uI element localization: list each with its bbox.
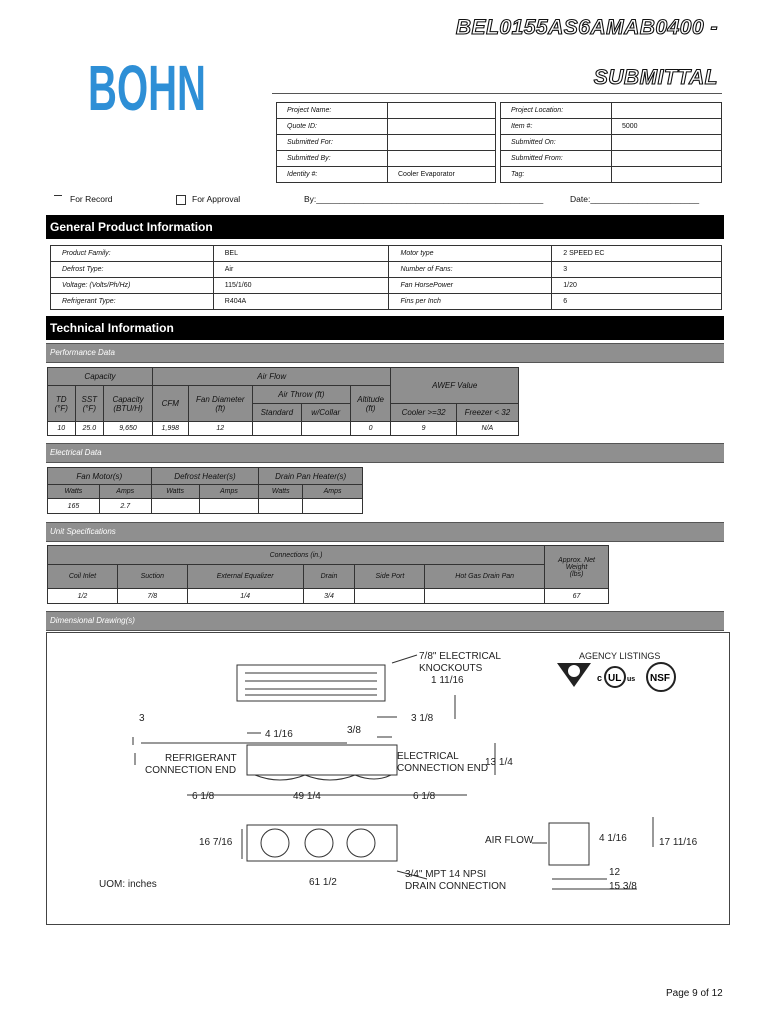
info-left-label: Identity #: bbox=[277, 167, 388, 183]
general-info-label: Voltage: (Volts/Ph/Hz) bbox=[51, 278, 214, 294]
electrical-cell bbox=[259, 499, 303, 514]
csa-mark-icon bbox=[557, 663, 591, 687]
general-info-row bbox=[51, 262, 722, 278]
throw-collar-header: w/Collar bbox=[301, 404, 350, 422]
info-left-row bbox=[277, 103, 496, 119]
label-ref-conn-2: CONNECTION END bbox=[145, 765, 237, 776]
brand-text: BOHN bbox=[88, 52, 206, 124]
technical-info-header: Technical Information bbox=[46, 316, 724, 340]
td-header: TD (°F) bbox=[48, 386, 76, 422]
label-ref-conn-1: REFRIGERANT bbox=[165, 753, 237, 764]
unit-spec-cell: 7/8 bbox=[117, 589, 187, 604]
unit-spec-cell: 3/4 bbox=[303, 589, 355, 604]
general-info-table bbox=[50, 245, 722, 310]
info-right-row bbox=[501, 119, 722, 135]
performance-cell: 9,650 bbox=[104, 422, 153, 436]
label-dim-16-7-16: 16 7/16 bbox=[199, 837, 233, 848]
by-field[interactable]: By:________________________________________________ bbox=[304, 194, 544, 204]
label-dim-49-1-4: 49 1/4 bbox=[293, 791, 321, 802]
dimensional-drawing bbox=[46, 632, 730, 925]
label-air-flow: AIR FLOW bbox=[485, 835, 534, 846]
general-info-value: 115/1/60 bbox=[213, 278, 389, 294]
bohn-logo bbox=[88, 40, 208, 124]
performance-data-header: Performance Data bbox=[46, 343, 724, 363]
info-left-value[interactable] bbox=[388, 103, 496, 119]
performance-cell: 25.0 bbox=[75, 422, 104, 436]
unit-spec-column-header: Coil Inlet bbox=[48, 565, 118, 589]
info-left-row bbox=[277, 151, 496, 167]
unit-spec-cell: 1/4 bbox=[187, 589, 303, 604]
info-left-label: Project Name: bbox=[277, 103, 388, 119]
general-info-value: 2 SPEED EC bbox=[552, 246, 722, 262]
doc-title-line2: SUBMITTAL bbox=[593, 66, 718, 89]
project-info-left bbox=[276, 102, 496, 183]
unit-spec-column-header: Drain bbox=[303, 565, 355, 589]
throw-standard-header: Standard bbox=[252, 404, 301, 422]
for-record-label: For Record bbox=[70, 194, 113, 204]
electrical-cell bbox=[199, 499, 259, 514]
label-dim-4-1-16-b: 4 1/16 bbox=[599, 833, 627, 844]
awef-header: AWEF Value bbox=[391, 368, 519, 404]
label-agency-listings: AGENCY LISTINGS bbox=[579, 651, 661, 661]
drawing-svg bbox=[47, 633, 727, 923]
label-dim-3-1-8: 3 1/8 bbox=[411, 713, 434, 724]
info-left-row bbox=[277, 135, 496, 151]
cfm-header: CFM bbox=[152, 386, 188, 422]
drain-pan-heater-header: Drain Pan Heater(s) bbox=[259, 468, 363, 485]
for-record-option[interactable] bbox=[54, 194, 113, 204]
info-right-value[interactable] bbox=[612, 167, 722, 183]
ul-mark-icon bbox=[597, 667, 635, 687]
info-right-label: Submitted From: bbox=[501, 151, 612, 167]
unit-spec-header: Unit Specifications bbox=[46, 522, 724, 542]
for-approval-checkbox[interactable] bbox=[176, 195, 186, 205]
label-dim-3-8: 3/8 bbox=[347, 725, 361, 736]
unit-spec-row bbox=[48, 589, 609, 604]
label-dim-12: 12 bbox=[609, 867, 621, 878]
general-info-value: 3 bbox=[552, 262, 722, 278]
unit-top-view bbox=[237, 665, 385, 701]
general-info-label: Defrost Type: bbox=[51, 262, 214, 278]
awef-freezer-header: Freezer < 32 bbox=[456, 404, 518, 422]
general-info-row bbox=[51, 246, 722, 262]
label-dim-61-1-2: 61 1/2 bbox=[309, 877, 337, 888]
info-left-value[interactable] bbox=[388, 135, 496, 151]
svg-text:NSF: NSF bbox=[650, 673, 670, 684]
electrical-cell: 2.7 bbox=[99, 499, 151, 514]
info-left-value[interactable]: Cooler Evaporator bbox=[388, 167, 496, 183]
awef-cooler-header: Cooler >=32 bbox=[391, 404, 456, 422]
electrical-row bbox=[48, 499, 363, 514]
performance-cell: 9 bbox=[391, 422, 456, 436]
fan-diameter-header: Fan Diameter (ft) bbox=[188, 386, 252, 422]
performance-cell: 12 bbox=[188, 422, 252, 436]
unit-spec-table bbox=[47, 545, 609, 604]
info-right-label: Item #: bbox=[501, 119, 612, 135]
info-right-value[interactable] bbox=[612, 151, 722, 167]
unit-spec-column-header: External Equalizer bbox=[187, 565, 303, 589]
unit-front-view bbox=[247, 745, 397, 775]
info-left-label: Submitted For: bbox=[277, 135, 388, 151]
general-info-value: BEL bbox=[213, 246, 389, 262]
airflow-group-header: Air Flow bbox=[152, 368, 391, 386]
general-info-value: Air bbox=[213, 262, 389, 278]
defrost-watts-header: Watts bbox=[151, 485, 199, 499]
electrical-cell: 165 bbox=[48, 499, 100, 514]
info-left-value[interactable] bbox=[388, 151, 496, 167]
capacity-header: Capacity (BTU/H) bbox=[104, 386, 153, 422]
info-right-value[interactable] bbox=[612, 103, 722, 119]
date-field[interactable]: Date:_______________________ bbox=[570, 194, 700, 204]
doc-title-line1: BEL0155AS6AMAB0400 - bbox=[455, 16, 718, 39]
label-dim-15-3-8: 15 3/8 bbox=[609, 881, 637, 892]
unit-side-view bbox=[549, 823, 589, 865]
defrost-heater-header: Defrost Heater(s) bbox=[151, 468, 259, 485]
unit-spec-cell bbox=[425, 589, 545, 604]
general-info-value: 1/20 bbox=[552, 278, 722, 294]
label-elec-conn-2: CONNECTION END bbox=[397, 763, 489, 774]
air-throw-header: Air Throw (ft) bbox=[252, 386, 350, 404]
unit-spec-cell bbox=[355, 589, 425, 604]
weight-header: Approx. Net Weight (lbs) bbox=[545, 546, 609, 589]
unit-spec-cell: 1/2 bbox=[48, 589, 118, 604]
info-right-value[interactable] bbox=[612, 135, 722, 151]
general-info-value: 6 bbox=[552, 294, 722, 310]
drain-watts-header: Watts bbox=[259, 485, 303, 499]
page-number: Page 9 of 12 bbox=[666, 988, 723, 999]
performance-row bbox=[48, 422, 519, 436]
info-right-row bbox=[501, 135, 722, 151]
electrical-table bbox=[47, 467, 363, 514]
unit-spec-column-header: Hot Gas Drain Pan bbox=[425, 565, 545, 589]
info-right-row bbox=[501, 103, 722, 119]
general-info-row bbox=[51, 294, 722, 310]
info-right-label: Project Location: bbox=[501, 103, 612, 119]
info-right-row bbox=[501, 167, 722, 183]
unit-spec-cell: 67 bbox=[545, 589, 609, 604]
label-elec-knockouts-1: 7/8" ELECTRICAL bbox=[419, 651, 501, 662]
sst-header: SST (°F) bbox=[75, 386, 104, 422]
fan-watts-header: Watts bbox=[48, 485, 100, 499]
general-info-label: Motor type bbox=[389, 246, 552, 262]
label-uom: UOM: inches bbox=[99, 879, 157, 890]
info-right-label: Tag: bbox=[501, 167, 612, 183]
general-info-row bbox=[51, 278, 722, 294]
defrost-amps-header: Amps bbox=[199, 485, 259, 499]
svg-text:us: us bbox=[627, 676, 636, 683]
svg-text:UL: UL bbox=[608, 673, 622, 684]
nsf-mark-icon bbox=[647, 663, 675, 691]
performance-cell: 1,998 bbox=[152, 422, 188, 436]
general-info-label: Fan HorsePower bbox=[389, 278, 552, 294]
general-info-header: General Product Information bbox=[46, 215, 724, 239]
unit-spec-columns bbox=[48, 565, 609, 589]
electrical-cell bbox=[151, 499, 199, 514]
connections-header: Connections (in.) bbox=[48, 546, 545, 565]
info-left-label: Submitted By: bbox=[277, 151, 388, 167]
performance-cell: N/A bbox=[456, 422, 518, 436]
altitude-header: Altitude (ft) bbox=[350, 386, 391, 422]
dimensional-drawing-header: Dimensional Drawing(s) bbox=[46, 611, 724, 631]
unit-spec-column-header: Side Port bbox=[355, 565, 425, 589]
svg-text:c: c bbox=[597, 673, 603, 683]
info-left-label: Quote ID: bbox=[277, 119, 388, 135]
unit-spec-column-header: Suction bbox=[117, 565, 187, 589]
project-info-right bbox=[500, 102, 722, 183]
electrical-data-header: Electrical Data bbox=[46, 443, 724, 463]
info-right-label: Submitted On: bbox=[501, 135, 612, 151]
for-approval-label: For Approval bbox=[192, 194, 241, 204]
info-left-row bbox=[277, 119, 496, 135]
label-dim-13-1-4: 13 1/4 bbox=[485, 757, 513, 768]
label-drain-conn-2: DRAIN CONNECTION bbox=[405, 881, 507, 892]
info-left-row bbox=[277, 167, 496, 183]
performance-table bbox=[47, 367, 519, 436]
info-left-value[interactable] bbox=[388, 119, 496, 135]
performance-cell bbox=[252, 422, 301, 436]
label-elec-knockouts-2: KNOCKOUTS bbox=[419, 663, 483, 674]
general-info-label: Product Family: bbox=[51, 246, 214, 262]
label-dim-6-1-8-b: 6 1/8 bbox=[413, 791, 436, 802]
general-info-label: Refrigerant Type: bbox=[51, 294, 214, 310]
label-elec-conn-1: ELECTRICAL bbox=[397, 751, 459, 762]
performance-cell: 10 bbox=[48, 422, 76, 436]
label-dim-17-11-16: 17 11/16 bbox=[659, 837, 698, 848]
fan-motor-header: Fan Motor(s) bbox=[48, 468, 152, 485]
label-dim-1-11-16: 1 11/16 bbox=[431, 675, 464, 686]
performance-cell bbox=[301, 422, 350, 436]
fan-amps-header: Amps bbox=[99, 485, 151, 499]
capacity-group-header: Capacity bbox=[48, 368, 153, 386]
label-drain-conn-1: 3/4" MPT 14 NPSI bbox=[405, 869, 487, 880]
general-info-value: R404A bbox=[213, 294, 389, 310]
label-dim-4-1-16: 4 1/16 bbox=[265, 729, 293, 740]
label-dim-6-1-8-a: 6 1/8 bbox=[192, 791, 215, 802]
drain-amps-header: Amps bbox=[303, 485, 363, 499]
label-dim-3: 3 bbox=[139, 713, 145, 724]
general-info-label: Number of Fans: bbox=[389, 262, 552, 278]
general-info-label: Fins per Inch bbox=[389, 294, 552, 310]
electrical-cell bbox=[303, 499, 363, 514]
info-right-row bbox=[501, 151, 722, 167]
performance-cell: 0 bbox=[350, 422, 391, 436]
title-divider bbox=[272, 93, 722, 94]
info-right-value[interactable]: 5000 bbox=[612, 119, 722, 135]
for-approval-option[interactable] bbox=[176, 194, 240, 205]
